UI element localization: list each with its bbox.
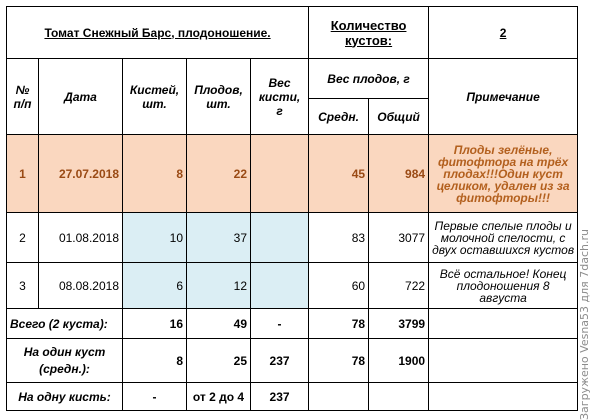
summary-row-per-cluster (7, 383, 578, 411)
row-clusters: 6 (123, 263, 187, 309)
row-avg: 60 (309, 263, 369, 309)
row-num: 3 (7, 263, 39, 309)
header-num: № п/п (7, 59, 39, 135)
row-total: 984 (369, 135, 429, 213)
table-title: Томат Снежный Барс, плодоношение. (7, 7, 309, 59)
row-cluster-weight (251, 213, 309, 263)
row-avg: 45 (309, 135, 369, 213)
summary-avg: 78 (309, 309, 369, 339)
summary-note-empty (429, 383, 578, 411)
row-note: Плоды зелёные, фитофтора на трёх плодах!!!Один куст целиком, удален из за фитофторы!!! (429, 135, 578, 213)
summary-note-empty (429, 309, 578, 339)
header-fruit-weight: Вес плодов, г (309, 59, 429, 99)
summary-fruits: 49 (187, 309, 251, 339)
row-total: 722 (369, 263, 429, 309)
fruiting-table (6, 6, 578, 411)
header-total: Общий (369, 99, 429, 135)
summary-clusters: 16 (123, 309, 187, 339)
summary-clusters: 8 (123, 339, 187, 383)
summary-label: На одну кисть: (7, 383, 123, 411)
summary-note-empty (429, 339, 578, 383)
header-fruits: Плодов, шт. (187, 59, 251, 135)
summary-avg-empty (309, 383, 369, 411)
watermark: Загружено Vesna53 для 7dach.ru (578, 228, 591, 420)
row-fruits: 12 (187, 263, 251, 309)
summary-row-per-bush (7, 339, 578, 383)
header-date: Дата (39, 59, 123, 135)
row-num: 1 (7, 135, 39, 213)
summary-cluster-weight: 237 (251, 339, 309, 383)
summary-avg: 78 (309, 339, 369, 383)
header-clusters: Кистей, шт. (123, 59, 187, 135)
row-num: 2 (7, 213, 39, 263)
row-date: 01.08.2018 (39, 213, 123, 263)
summary-label: На один куст (средн.): (7, 339, 123, 383)
row-clusters: 10 (123, 213, 187, 263)
summary-total-empty (369, 383, 429, 411)
summary-fruits: от 2 до 4 (187, 383, 251, 411)
row-date: 27.07.2018 (39, 135, 123, 213)
row-note: Всё остальное! Конец плодоношения 8 августа (429, 263, 578, 309)
row-avg: 83 (309, 213, 369, 263)
row-cluster-weight (251, 263, 309, 309)
summary-cluster-weight: - (251, 309, 309, 339)
header-cluster-weight: Вес кисти, г (251, 59, 309, 135)
row-note: Первые спелые плоды и молочной спелости, с двух оставшихся кустов (429, 213, 578, 263)
row-cluster-weight (251, 135, 309, 213)
row-fruits: 22 (187, 135, 251, 213)
summary-total: 3799 (369, 309, 429, 339)
table-row (7, 213, 578, 263)
summary-label: Всего (2 куста): (7, 309, 123, 339)
summary-total: 1900 (369, 339, 429, 383)
bush-count-value: 2 (429, 7, 578, 59)
summary-clusters: - (123, 383, 187, 411)
table-row (7, 135, 578, 213)
summary-row-total (7, 309, 578, 339)
table-row (7, 263, 578, 309)
header-avg: Средн. (309, 99, 369, 135)
summary-cluster-weight: 237 (251, 383, 309, 411)
header-note: Примечание (429, 59, 578, 135)
row-fruits: 37 (187, 213, 251, 263)
row-total: 3077 (369, 213, 429, 263)
row-date: 08.08.2018 (39, 263, 123, 309)
row-clusters: 8 (123, 135, 187, 213)
bush-count-label: Количество кустов: (309, 7, 429, 59)
summary-fruits: 25 (187, 339, 251, 383)
